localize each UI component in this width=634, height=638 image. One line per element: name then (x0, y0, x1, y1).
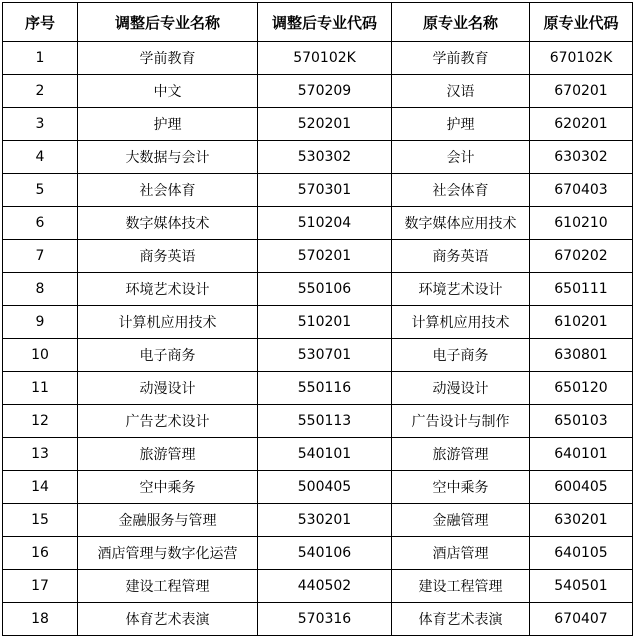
serial-number-cell: 1 (3, 42, 78, 75)
old-major-name-cell: 酒店管理 (392, 537, 530, 570)
table-row (3, 240, 633, 273)
old-major-name-cell: 电子商务 (392, 339, 530, 372)
new-major-code-cell: 530701 (258, 339, 392, 372)
old-major-code-cell: 540501 (530, 570, 633, 603)
old-major-code-cell: 670201 (530, 75, 633, 108)
old-major-name-cell: 旅游管理 (392, 438, 530, 471)
serial-number-cell: 7 (3, 240, 78, 273)
new-major-code-cell: 570301 (258, 174, 392, 207)
table-row (3, 108, 633, 141)
old-major-name-cell: 商务英语 (392, 240, 530, 273)
new-major-name-cell: 环境艺术设计 (78, 273, 258, 306)
old-major-name-cell: 体育艺术表演 (392, 603, 530, 636)
new-major-code-cell: 540106 (258, 537, 392, 570)
serial-number-cell: 6 (3, 207, 78, 240)
old-major-code-cell: 670407 (530, 603, 633, 636)
table-body (3, 42, 633, 636)
old-major-name-cell: 护理 (392, 108, 530, 141)
new-major-code-cell: 510201 (258, 306, 392, 339)
table-row (3, 273, 633, 306)
old-major-code-cell: 650111 (530, 273, 633, 306)
old-major-name-cell: 计算机应用技术 (392, 306, 530, 339)
serial-number-cell: 15 (3, 504, 78, 537)
old-major-code-cell: 670102K (530, 42, 633, 75)
serial-number-cell: 9 (3, 306, 78, 339)
old-major-name-cell: 金融管理 (392, 504, 530, 537)
table-row (3, 75, 633, 108)
new-major-name-cell: 社会体育 (78, 174, 258, 207)
serial-number-cell: 18 (3, 603, 78, 636)
old-major-code-cell: 630201 (530, 504, 633, 537)
old-major-name-cell: 汉语 (392, 75, 530, 108)
header-new-major-code: 调整后专业代码 (258, 3, 392, 42)
new-major-name-cell: 金融服务与管理 (78, 504, 258, 537)
table-row (3, 471, 633, 504)
serial-number-cell: 13 (3, 438, 78, 471)
serial-number-cell: 11 (3, 372, 78, 405)
new-major-name-cell: 数字媒体技术 (78, 207, 258, 240)
table-row (3, 207, 633, 240)
table-row (3, 372, 633, 405)
serial-number-cell: 14 (3, 471, 78, 504)
new-major-code-cell: 540101 (258, 438, 392, 471)
new-major-name-cell: 计算机应用技术 (78, 306, 258, 339)
new-major-code-cell: 510204 (258, 207, 392, 240)
new-major-name-cell: 酒店管理与数字化运营 (78, 537, 258, 570)
header-serial-number: 序号 (3, 3, 78, 42)
old-major-name-cell: 建设工程管理 (392, 570, 530, 603)
new-major-code-cell: 520201 (258, 108, 392, 141)
new-major-name-cell: 广告艺术设计 (78, 405, 258, 438)
header-new-major-name: 调整后专业名称 (78, 3, 258, 42)
new-major-name-cell: 学前教育 (78, 42, 258, 75)
table-row (3, 537, 633, 570)
table-row (3, 174, 633, 207)
serial-number-cell: 16 (3, 537, 78, 570)
new-major-name-cell: 中文 (78, 75, 258, 108)
table-row (3, 504, 633, 537)
old-major-name-cell: 学前教育 (392, 42, 530, 75)
new-major-name-cell: 电子商务 (78, 339, 258, 372)
new-major-code-cell: 570209 (258, 75, 392, 108)
new-major-code-cell: 530201 (258, 504, 392, 537)
major-adjustment-table (2, 2, 633, 636)
serial-number-cell: 10 (3, 339, 78, 372)
table-row (3, 141, 633, 174)
table-row (3, 438, 633, 471)
new-major-name-cell: 体育艺术表演 (78, 603, 258, 636)
new-major-code-cell: 550113 (258, 405, 392, 438)
table-row (3, 603, 633, 636)
old-major-code-cell: 670403 (530, 174, 633, 207)
old-major-name-cell: 会计 (392, 141, 530, 174)
old-major-name-cell: 空中乘务 (392, 471, 530, 504)
table-row (3, 42, 633, 75)
old-major-name-cell: 动漫设计 (392, 372, 530, 405)
old-major-code-cell: 630302 (530, 141, 633, 174)
header-old-major-name: 原专业名称 (392, 3, 530, 42)
old-major-code-cell: 630801 (530, 339, 633, 372)
new-major-code-cell: 500405 (258, 471, 392, 504)
old-major-name-cell: 数字媒体应用技术 (392, 207, 530, 240)
old-major-name-cell: 广告设计与制作 (392, 405, 530, 438)
header-old-major-code: 原专业代码 (530, 3, 633, 42)
new-major-code-cell: 570201 (258, 240, 392, 273)
serial-number-cell: 5 (3, 174, 78, 207)
new-major-code-cell: 550106 (258, 273, 392, 306)
old-major-code-cell: 620201 (530, 108, 633, 141)
new-major-name-cell: 动漫设计 (78, 372, 258, 405)
new-major-name-cell: 商务英语 (78, 240, 258, 273)
table-row (3, 570, 633, 603)
table-row (3, 306, 633, 339)
new-major-name-cell: 护理 (78, 108, 258, 141)
table-header-row (3, 3, 633, 42)
old-major-code-cell: 670202 (530, 240, 633, 273)
old-major-name-cell: 社会体育 (392, 174, 530, 207)
new-major-code-cell: 570102K (258, 42, 392, 75)
table-row (3, 405, 633, 438)
serial-number-cell: 17 (3, 570, 78, 603)
old-major-code-cell: 600405 (530, 471, 633, 504)
new-major-name-cell: 空中乘务 (78, 471, 258, 504)
new-major-code-cell: 440502 (258, 570, 392, 603)
old-major-code-cell: 650103 (530, 405, 633, 438)
new-major-name-cell: 旅游管理 (78, 438, 258, 471)
serial-number-cell: 4 (3, 141, 78, 174)
new-major-name-cell: 大数据与会计 (78, 141, 258, 174)
serial-number-cell: 2 (3, 75, 78, 108)
old-major-code-cell: 610201 (530, 306, 633, 339)
old-major-code-cell: 640101 (530, 438, 633, 471)
old-major-code-cell: 650120 (530, 372, 633, 405)
new-major-code-cell: 570316 (258, 603, 392, 636)
serial-number-cell: 3 (3, 108, 78, 141)
new-major-code-cell: 550116 (258, 372, 392, 405)
new-major-code-cell: 530302 (258, 141, 392, 174)
serial-number-cell: 12 (3, 405, 78, 438)
old-major-code-cell: 610210 (530, 207, 633, 240)
old-major-name-cell: 环境艺术设计 (392, 273, 530, 306)
old-major-code-cell: 640105 (530, 537, 633, 570)
serial-number-cell: 8 (3, 273, 78, 306)
new-major-name-cell: 建设工程管理 (78, 570, 258, 603)
table-row (3, 339, 633, 372)
